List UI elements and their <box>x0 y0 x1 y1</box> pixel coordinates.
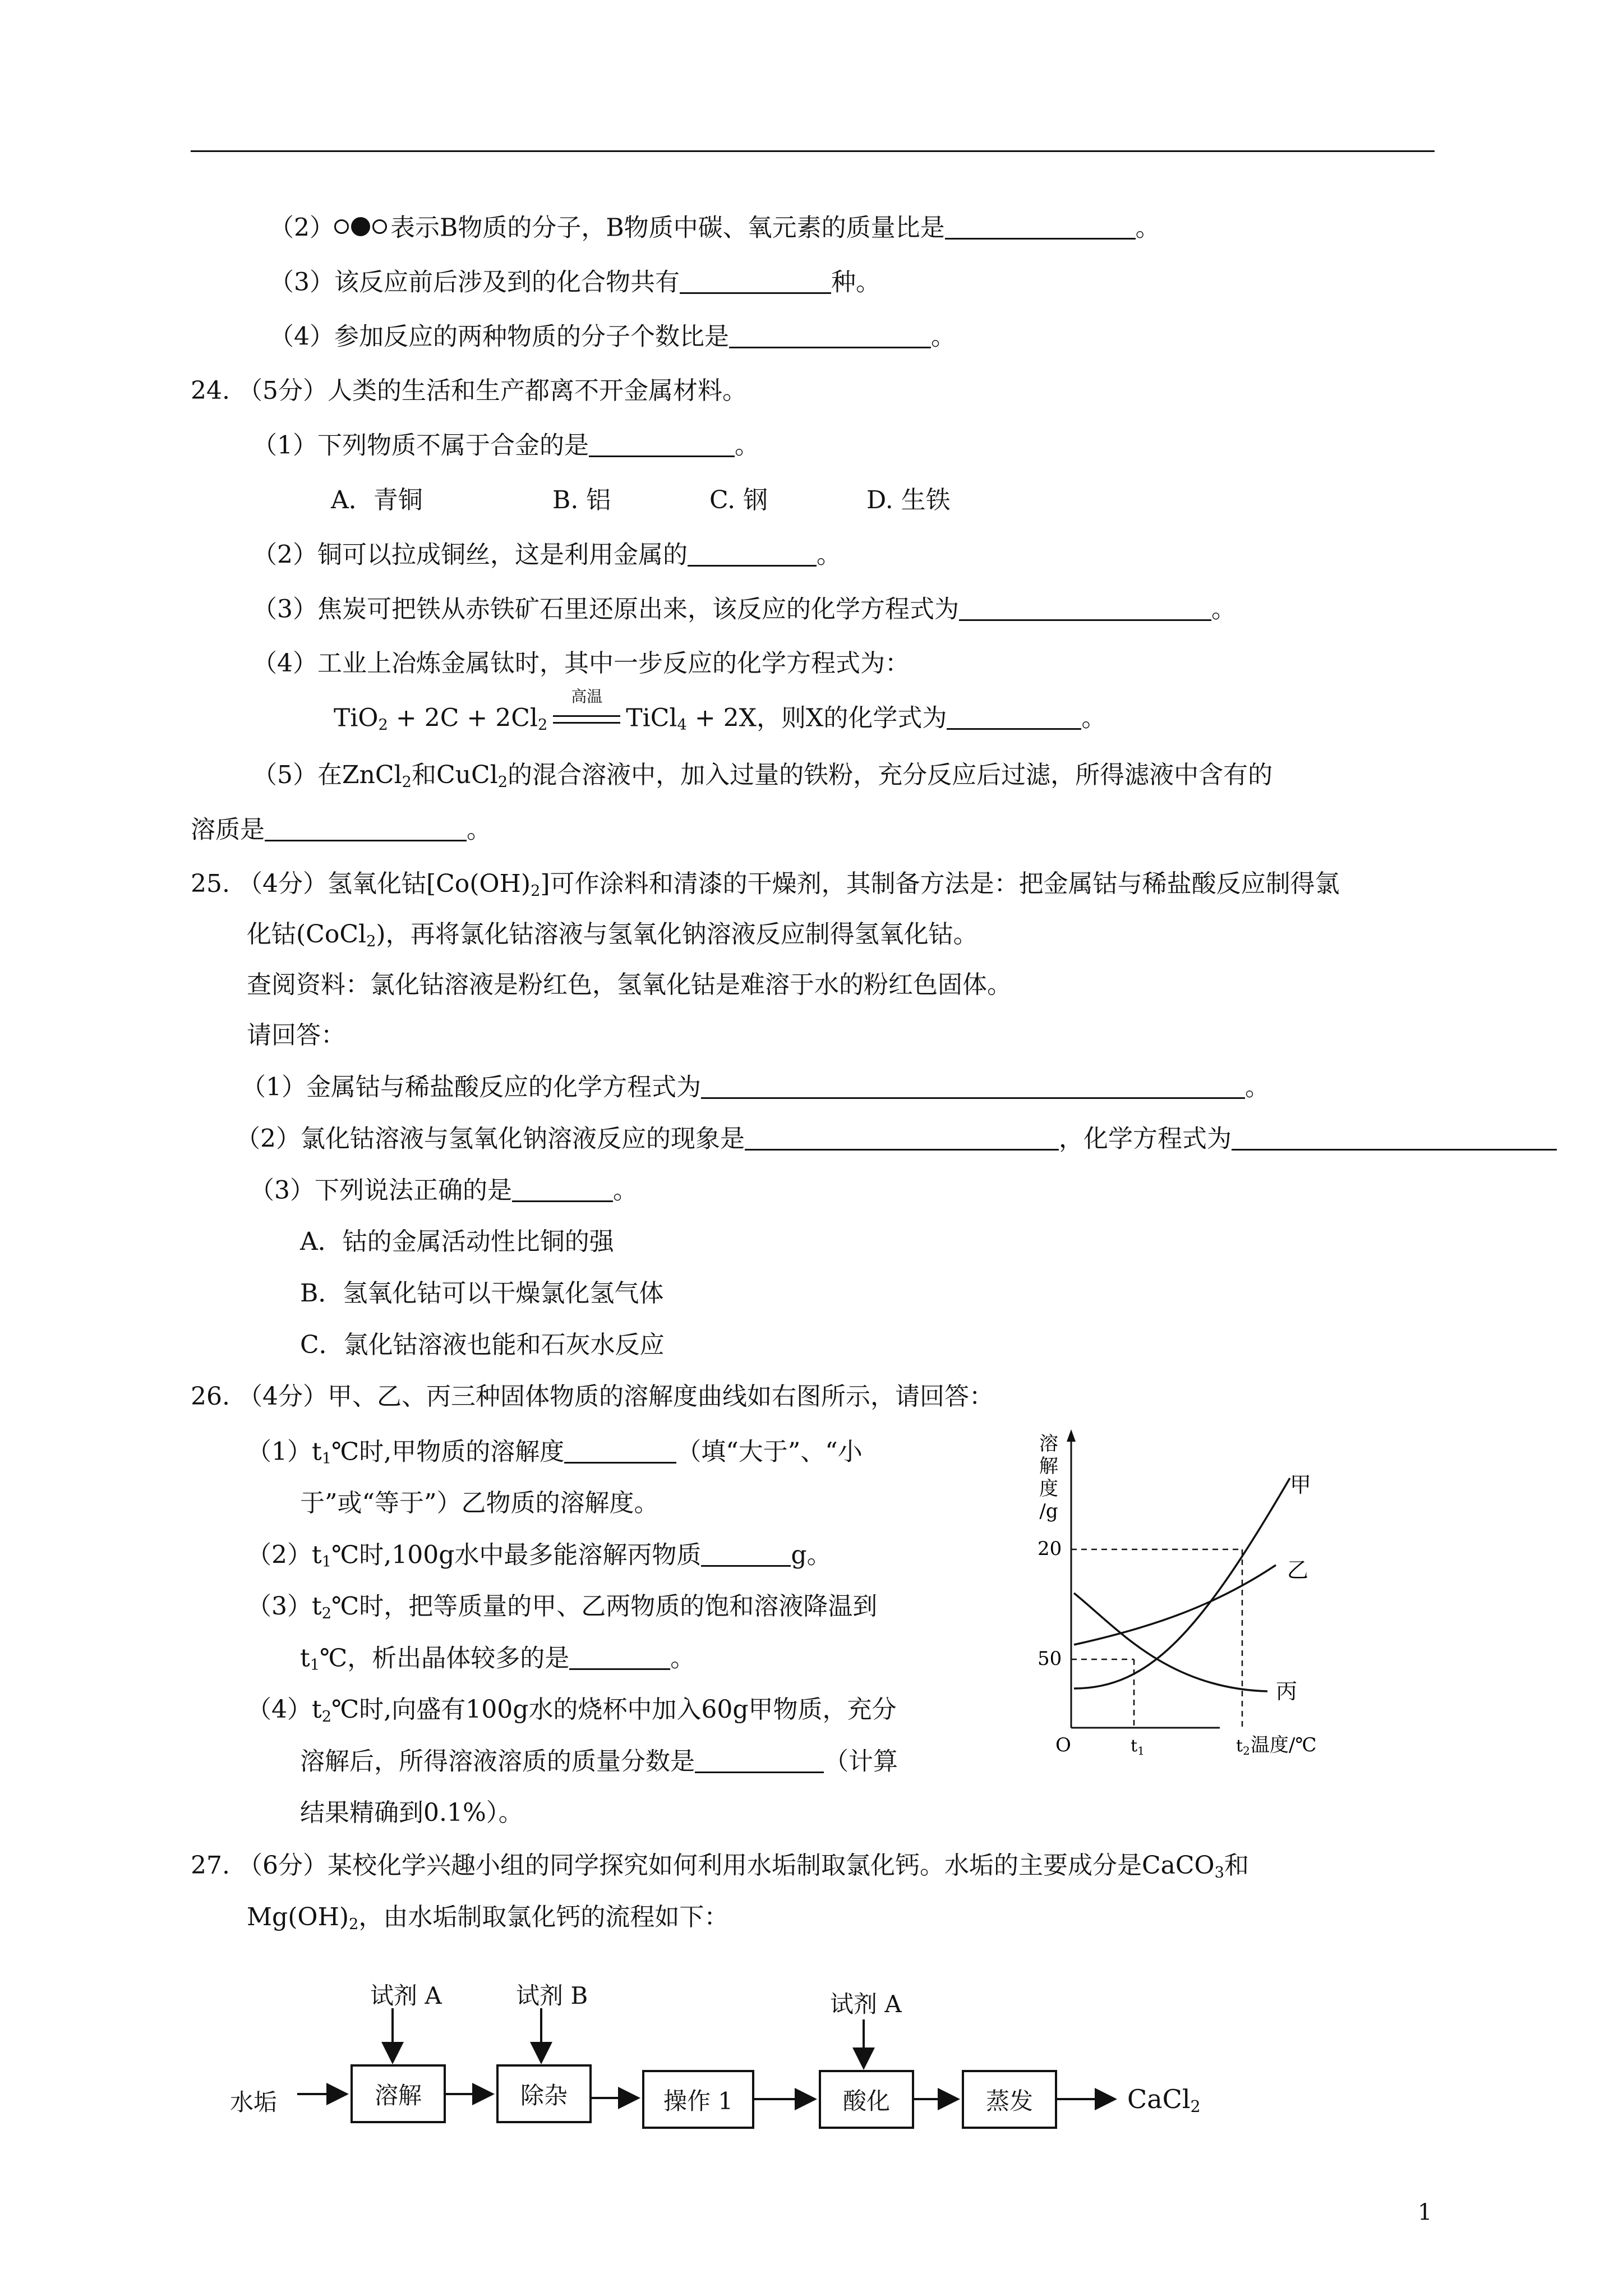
q23-part3: （3）该反应前后涉及到的化合物共有 种。 <box>269 268 880 297</box>
series-label-yi: 乙 <box>1287 1558 1309 1582</box>
q24-equation: $TiO_2 + 2C + 2Cl_2$ 高温 TiCl$_4$ + 2X，则X的化学式为 。 <box>334 687 1106 734</box>
q25-prompt: 请回答： <box>247 1021 345 1050</box>
q26-part1: $(1)t_1℃$时,甲物质的溶解度 （填“大于”、“小 <box>247 1437 863 1468</box>
q26-blank-compare[interactable] <box>564 1437 676 1464</box>
q25-part3: （3）下列说法正确的是 。 <box>250 1176 638 1205</box>
q23-part4: （4）参加反应的两种物质的分子个数比是 。 <box>269 322 956 351</box>
y-tick-20: 50 <box>1038 1648 1062 1670</box>
x-tick-t2: $t_2$ <box>1236 1736 1250 1757</box>
q26-part4: $(4)t_2℃$时,向盛有100g水的烧杯中加入60g甲物质，充分 <box>247 1695 897 1726</box>
series-label-bing: 丙 <box>1276 1679 1298 1704</box>
y-label-char-4: /g <box>1039 1500 1058 1522</box>
q26-part3-cont: $t_1℃$，析出晶体较多的是 。 <box>300 1644 695 1674</box>
q25-blank-phenomenon[interactable] <box>745 1124 1059 1151</box>
flow-step-purify: 除杂 <box>496 2064 592 2123</box>
q25-info: 查阅资料：氯化钴溶液是粉红色，氢氧化钴是难溶于水的粉红色固体。 <box>247 970 1012 999</box>
q24-part1: （1）下列物质不属于合金的是 。 <box>252 431 759 460</box>
series-jia-curve <box>1074 1478 1290 1688</box>
q24-part3: （3）焦炭可把铁从赤铁矿石里还原出来，该反应的化学方程式为 。 <box>252 595 1236 624</box>
q24-option-a: A．青铜 <box>331 486 423 514</box>
flow-reagent-b: 试剂 B <box>516 1982 588 2009</box>
q25-blank-equation2[interactable] <box>1232 1124 1557 1151</box>
q26-blank-more-crystal[interactable] <box>569 1644 670 1670</box>
flow-output: CaCl$_2$ <box>1127 2084 1201 2116</box>
q26-part4-cont: 溶解后，所得溶液溶质的质量分数是 （计算 <box>300 1747 898 1776</box>
q26-part2: $(2)t_1℃$时,100g水中最多能溶解丙物质 g。 <box>247 1540 832 1571</box>
origin-label: O <box>1055 1734 1071 1756</box>
q25-title-cont: 化钴(CoCl$_2$)，再将氯化钴溶液与氢氧化钠溶液反应制得氢氧化钴。 <box>247 920 978 950</box>
y-label-char-2: 解 <box>1039 1455 1058 1478</box>
series-label-jia: 甲 <box>1290 1473 1312 1497</box>
q25-part2: （2）氯化钴溶液与氢氧化钠溶液反应的现象是 ，化学方程式为 <box>236 1124 1557 1154</box>
flow-step-operation1: 操作 1 <box>642 2070 754 2129</box>
q25-option-c: C．氯化钴溶液也能和石灰水反应 <box>300 1331 665 1359</box>
flow-step-evaporate: 蒸发 <box>962 2070 1057 2129</box>
q24-part2: （2）铜可以拉成铜丝，这是利用金属的 。 <box>252 540 841 569</box>
flow-reagent-a-2: 试剂 A <box>830 1990 902 2018</box>
q25-blank-equation1[interactable] <box>701 1073 1245 1099</box>
solubility-chart <box>1021 1425 1335 1773</box>
q24-part5: （5）在ZnCl$_2$和CuCl$_2$的混合溶液中，加入过量的铁粉，充分反应后过滤，所得滤液中含有的 <box>252 761 1273 791</box>
q25-option-b: B．氢氧化钴可以干燥氯化氢气体 <box>300 1279 664 1308</box>
y-label-char-3: 度 <box>1039 1478 1058 1500</box>
series-yi-curve <box>1074 1565 1276 1645</box>
q24-blank-x-formula[interactable] <box>947 703 1081 730</box>
q23-part2: （2） 表示B物质的分子，B物质中碳、氧元素的质量比是 。 <box>269 213 1160 242</box>
flow-step-acidify: 酸化 <box>819 2070 914 2129</box>
q25-option-a: A．钴的金属活动性比铜的强 <box>300 1227 614 1256</box>
flow-input: 水垢 <box>230 2088 278 2116</box>
q27-title: 27. （6分）某校化学兴趣小组的同学探究如何利用水垢制取氯化钙。水垢的主要成分是CaCO$_3$和 <box>191 1851 1249 1881</box>
q23-blank-compound-count[interactable] <box>680 268 831 294</box>
q24-blank-equation[interactable] <box>959 595 1211 621</box>
flow-step-dissolve: 溶解 <box>351 2064 446 2123</box>
q24-title: 24. （5分）人类的生活和生产都离不开金属材料。 <box>191 376 747 405</box>
q24-part5-cont: 溶质是 。 <box>191 815 491 844</box>
series-bing-curve <box>1074 1593 1267 1691</box>
q24-option-c: C. 钢 <box>709 486 768 514</box>
q26-part3: $(3)t_2℃$时，把等质量的甲、乙两物质的饱和溶液降温到 <box>247 1592 878 1622</box>
q24-option-b: B. 铝 <box>552 486 611 514</box>
top-rule <box>191 150 1435 152</box>
q26-part4-cont2: 结果精确到0.1%）。 <box>300 1798 523 1827</box>
q24-part4: （4）工业上冶炼金属钛时，其中一步反应的化学方程式为： <box>252 649 910 678</box>
y-axis-arrow <box>1067 1429 1076 1442</box>
co2-molecule-icon <box>334 215 390 237</box>
q25-part1: （1）金属钴与稀盐酸反应的化学方程式为 。 <box>241 1073 1270 1102</box>
q26-part1-cont: 于”或“等于”）乙物质的溶解度。 <box>300 1489 659 1517</box>
y-label-char-1: 溶 <box>1039 1433 1058 1455</box>
q25-blank-correct[interactable] <box>512 1176 613 1202</box>
q24-option-d: D. 生铁 <box>866 486 951 514</box>
q24-blank-property[interactable] <box>688 540 817 567</box>
y-tick-50: 20 <box>1038 1538 1062 1560</box>
high-temp-condition: 高温 <box>553 707 620 732</box>
q26-blank-mass-fraction[interactable] <box>695 1747 824 1773</box>
page-number: 1 <box>1418 2200 1432 2225</box>
x-axis-label: 温度/℃ <box>1251 1734 1317 1756</box>
flow-reagent-a-1: 试剂 A <box>370 1982 442 2009</box>
x-tick-t1: $t_1$ <box>1131 1736 1145 1757</box>
q27-title-cont: $Mg(OH)_2$，由水垢制取氯化钙的流程如下： <box>247 1903 729 1933</box>
q25-title: 25. （4分）氢氧化钴$[Co(OH)_2]$可作涂料和清漆的干燥剂，其制备方法是：把金属钴与稀盐酸反应制得氯 <box>191 869 1340 900</box>
q26-blank-mass[interactable] <box>701 1540 791 1567</box>
q24-blank-solute[interactable] <box>265 815 467 841</box>
q26-title: 26. （4分）甲、乙、丙三种固体物质的溶解度曲线如右图所示，请回答： <box>191 1382 994 1411</box>
q24-blank-non-alloy[interactable] <box>589 431 735 457</box>
q23-blank-molecule-ratio[interactable] <box>729 322 931 348</box>
q23-blank-mass-ratio[interactable] <box>945 213 1136 240</box>
y-axis-label <box>1039 1433 1058 1522</box>
